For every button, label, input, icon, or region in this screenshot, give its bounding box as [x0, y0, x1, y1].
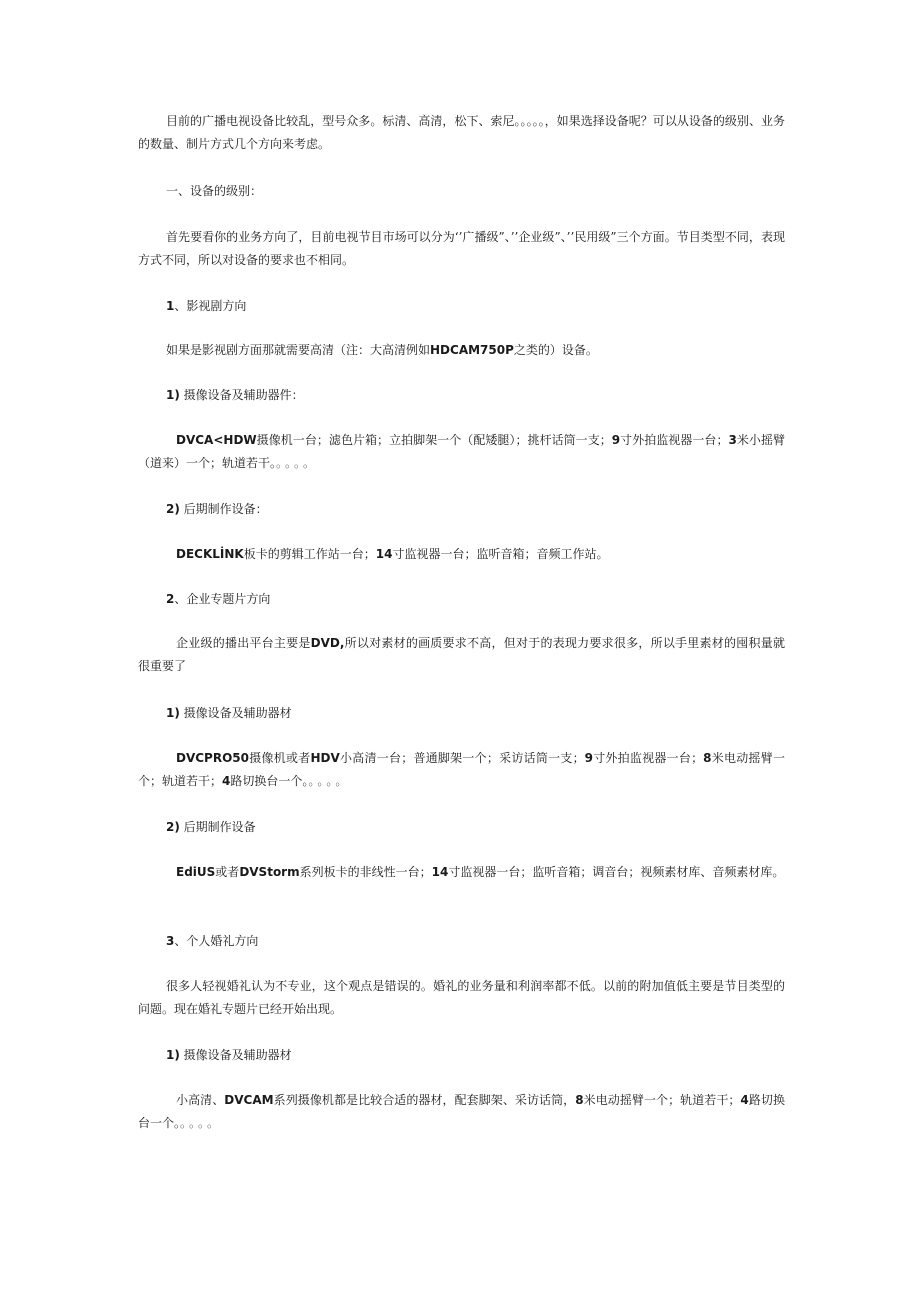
corporate-post-body: EdiUS或者DVStorm系列板卡的非线性一台；14寸监视器一台；监听音箱；调音台；视频素材库、音频素材库。	[176, 865, 785, 879]
heading-corporate: 2、企业专题片方向	[166, 592, 271, 606]
corporate-body: 企业级的播出平台主要是DVD,所以对素材的画质要求不高，但对于的表现力要求很多，所以手里素材的囤积量就很重要了	[138, 636, 785, 673]
corporate-camera-heading: 1) 摄像设备及辅助器材	[166, 706, 292, 720]
corporate-post-heading: 2) 后期制作设备	[166, 820, 256, 834]
section-body-equipment-level: 首先要看你的业务方向了，目前电视节目市场可以分为‘’广播级”、’’企业级”、’’民用级”三个方面。节目类型不同，表现方式不同，所以对设备的要求也不相同。	[138, 230, 785, 267]
intro-paragraph: 目前的广播电视设备比较乱，型号众多。标清、高清，松下、索尼。。。。。，如果选择设备呢？可以从设备的级别、业务的数量、制片方式几个方向来考虑。	[138, 114, 785, 151]
film-camera-heading: 1) 摄像设备及辅助器件：	[166, 388, 304, 402]
wedding-camera-body: 小高清、DVCAM系列摄像机都是比较合适的器材，配套脚架、采访话筒，8米电动摇臂一个；轨道若干；4路切换台一个。。。。。	[138, 1093, 785, 1130]
section-heading-equipment-level: 一、设备的级别：	[166, 184, 263, 198]
film-body: 如果是影视剧方面那就需要高清（注：大高清例如HDCAM750P之类的）设备。	[166, 343, 598, 357]
film-camera-body: DVCA<HDW摄像机一台；滤色片箱；立拍脚架一个（配矮腿）；挑杆话筒一支；9寸外拍监视器一台；3米小摇臂（道来）一个；轨道若干。。。。。	[138, 433, 785, 470]
film-post-heading: 2) 后期制作设备：	[166, 502, 268, 516]
wedding-camera-heading: 1) 摄像设备及辅助器材	[166, 1048, 292, 1062]
heading-wedding: 3、个人婚礼方向	[166, 934, 259, 948]
heading-film: 1、影视剧方向	[166, 299, 247, 313]
corporate-camera-body: DVCPRO50摄像机或者HDV小高清一台；普通脚架一个；采访话筒一支；9寸外拍监视器一台；8米电动摇臂一个；轨道若干；4路切换台一个。。。。。	[138, 751, 785, 788]
wedding-body: 很多人轻视婚礼认为不专业，这个观点是错误的。婚礼的业务量和利润率都不低。以前的附加值低主要是节目类型的问题。现在婚礼专题片已经开始出现。	[138, 979, 785, 1016]
film-post-body: DECKLİNK板卡的剪辑工作站一台；14寸监视器一台；监听音箱；音频工作站。	[176, 547, 609, 561]
